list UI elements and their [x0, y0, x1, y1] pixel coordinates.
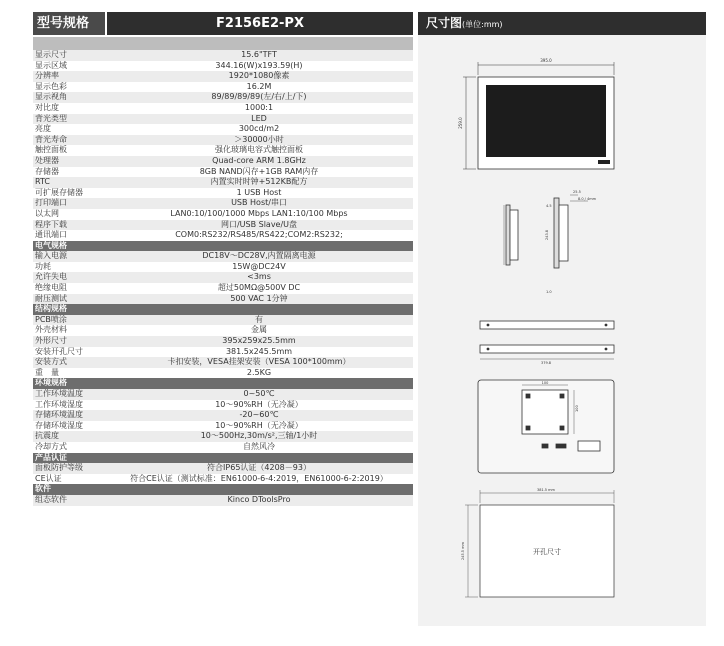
spec-value: DC18V～DC28V,内置隔离电源: [202, 251, 316, 261]
spec-value: 10～90%RH（无冷凝）: [215, 399, 303, 409]
spec-key: 工作环境温度: [35, 389, 83, 398]
dimension-panel: [418, 12, 706, 626]
spec-row: [33, 50, 413, 61]
spec-value: 金属: [251, 325, 267, 335]
spec-header-label: 型号规格: [33, 12, 105, 35]
spec-value: 1920*1080像素: [228, 71, 290, 81]
spec-key: 工作环境湿度: [35, 399, 83, 409]
spec-row: [33, 347, 413, 358]
cutout-label: 开孔尺寸: [533, 548, 561, 556]
spec-row: [33, 262, 413, 273]
section-structure: 结构规格: [33, 304, 413, 315]
dimension-drawing: [418, 35, 706, 626]
cutout-view: [465, 490, 614, 597]
spec-row: [33, 410, 413, 421]
spec-key: 存储器: [35, 166, 59, 176]
spec-key: 存储环境湿度: [35, 420, 83, 430]
spec-key: 重 量: [35, 367, 59, 377]
section-environment: 环境规格: [33, 378, 413, 389]
spec-key: 以太网: [35, 208, 59, 218]
spec-value: USB Host/串口: [231, 198, 287, 208]
top-width-label: 379.8: [540, 361, 552, 365]
spec-value: <3ms: [247, 272, 271, 282]
spec-key: 面板防护等级: [35, 463, 83, 473]
spec-key: 安装开孔尺寸: [35, 346, 83, 356]
back-view: [478, 380, 614, 473]
spec-value: LED: [251, 113, 267, 123]
spec-key: 分辨率: [35, 71, 59, 81]
spec-value: -20~60℃: [239, 410, 279, 420]
spec-row: [33, 230, 413, 241]
side-bottom-label: 1.0: [546, 290, 552, 294]
spec-row: [33, 124, 413, 135]
spec-key: 程序下载: [35, 219, 67, 229]
spec-key: 耐压测试: [35, 293, 67, 303]
bottom-view: [480, 345, 614, 359]
spec-key: 外形尺寸: [35, 336, 67, 346]
spec-value: 内置实时时钟+512KB配方: [210, 177, 308, 187]
spec-value: 符合IP65认证（4208－93）: [207, 463, 311, 473]
spec-value: 395x259x25.5mm: [222, 336, 296, 346]
spec-row: [33, 135, 413, 146]
spec-value: 符合CE认证（测试标准：EN61000-6-4:2019，EN61000-6-2:2019）: [130, 473, 388, 483]
dimension-title: 尺寸图: [426, 16, 463, 30]
spec-row: [33, 463, 413, 474]
spec-row: [33, 177, 413, 188]
spec-row: [33, 315, 413, 326]
spec-row: [33, 61, 413, 72]
spec-row: [33, 389, 413, 400]
dimension-unit: (单位:mm): [462, 20, 503, 29]
certification-spec-group: [33, 463, 413, 484]
spec-key: 通讯端口: [35, 230, 67, 240]
spec-value: LAN0:10/100/1000 Mbps LAN1:10/100 Mbps: [170, 208, 348, 218]
electrical-spec-group: [33, 251, 413, 304]
spec-key: 触控面板: [35, 145, 67, 155]
spec-row: [33, 325, 413, 336]
spec-row: [33, 336, 413, 347]
side-view-left: [504, 205, 518, 265]
spec-value: 自然风冷: [243, 441, 275, 451]
top-view: [480, 321, 614, 329]
section-electrical: 电气规格: [33, 241, 413, 252]
dimension-header: [418, 12, 706, 35]
spec-key: CE认证: [35, 473, 62, 483]
spec-value: Quad-core ARM 1.8GHz: [212, 155, 306, 165]
spec-value: 10～500Hz,30m/s²,三轴/1小时: [200, 431, 318, 441]
spec-key: PCB喷涂: [35, 314, 67, 324]
spec-row: [33, 167, 413, 178]
spec-key: 背光寿命: [35, 134, 67, 144]
spec-value: 15.6"TFT: [241, 50, 277, 59]
spec-row: [33, 220, 413, 231]
spec-key: 显示区域: [35, 60, 67, 70]
spec-key: 组态软件: [35, 494, 67, 504]
spec-row: [33, 294, 413, 305]
spec-row: [33, 442, 413, 453]
spec-value: 1 USB Host: [236, 187, 282, 197]
spec-key: 对比度: [35, 102, 59, 112]
spec-row: [33, 82, 413, 93]
spec-key: 背光类型: [35, 113, 67, 123]
spec-value: COM0:RS232/RS485/RS422;COM2:RS232;: [175, 230, 343, 240]
spec-value: 有: [255, 314, 263, 324]
spec-value: 300cd/m2: [238, 124, 280, 134]
side-view-right: [554, 195, 588, 268]
spec-key: 外壳材料: [35, 325, 67, 335]
spec-value: 超过50MΩ@500V DC: [217, 283, 301, 293]
front-height-label: 259.0: [458, 117, 463, 129]
spec-value: 强化玻璃电容式触控面板: [215, 145, 303, 155]
section-certification: 产品认证: [33, 453, 413, 464]
spec-key: 安装方式: [35, 357, 67, 367]
spec-row: [33, 209, 413, 220]
spec-row: [33, 368, 413, 379]
spec-key: 功耗: [35, 261, 51, 271]
spec-row: [33, 495, 413, 506]
software-spec-group: [33, 495, 413, 506]
spec-key: 打印端口: [35, 198, 67, 208]
vesa-width-label: 100: [541, 381, 549, 385]
model-name: F2156E2-PX: [107, 12, 413, 35]
spec-row: [33, 145, 413, 156]
display-spec-group: [33, 50, 413, 241]
spec-row: [33, 251, 413, 262]
spec-value: ＞30000小时: [234, 134, 284, 144]
side-depth-label: 25.5: [573, 190, 581, 194]
spec-key: 处理器: [35, 155, 59, 165]
side-height-label: 243.8: [545, 229, 549, 240]
spec-value: 381.5x245.5mm: [225, 346, 293, 356]
spec-key: 冷却方式: [35, 441, 67, 451]
vesa-height-label: 100: [575, 405, 579, 412]
spec-key: 可扩展存储器: [35, 187, 83, 197]
spec-value: 89/89/89/89(左/右/上/下): [211, 92, 307, 102]
spec-key: 输入电源: [35, 251, 67, 261]
spec-row: [33, 283, 413, 294]
cutout-height-label: 245.5 mm: [461, 542, 465, 560]
spec-row: [33, 114, 413, 125]
spec-row: [33, 474, 413, 485]
spec-value: 1000:1: [244, 102, 274, 112]
spec-row: [33, 92, 413, 103]
spec-row: [33, 357, 413, 368]
spec-table: [33, 12, 413, 506]
spec-value: 卡扣安装，VESA挂架安装（VESA 100*100mm）: [167, 357, 351, 367]
front-view: [463, 62, 614, 169]
environment-spec-group: [33, 389, 413, 453]
header-spacer: [33, 37, 413, 50]
spec-row: [33, 103, 413, 114]
spec-key: 抗震度: [35, 431, 59, 441]
spec-key: 显示尺寸: [35, 50, 67, 59]
spec-key: RTC: [35, 177, 50, 187]
spec-row: [33, 400, 413, 411]
spec-row: [33, 156, 413, 167]
spec-value: 16.2M: [246, 81, 272, 91]
spec-key: 显示视角: [35, 92, 67, 102]
spec-key: 亮度: [35, 124, 51, 134]
spec-value: 8GB NAND闪存+1GB RAM内存: [199, 166, 319, 176]
spec-key: 存储环境温度: [35, 410, 83, 420]
spec-value: 344.16(W)x193.59(H): [215, 60, 303, 70]
spec-row: [33, 421, 413, 432]
spec-value: 网口/USB Slave/U盘: [220, 219, 298, 229]
structure-spec-group: [33, 315, 413, 379]
spec-key: 显示色彩: [35, 81, 67, 91]
cutout-width-label: 381.5 mm: [537, 488, 555, 492]
spec-key: 允许失电: [35, 272, 67, 282]
side-left-dim-label: 4.5: [546, 204, 552, 208]
spec-value: 500 VAC 1分钟: [230, 293, 288, 303]
front-width-label: 395.0: [540, 58, 552, 63]
section-software: 软件: [33, 484, 413, 495]
spec-row: [33, 431, 413, 442]
spec-value: Kinco DToolsPro: [227, 494, 291, 504]
spec-header: [33, 12, 413, 35]
spec-value: 10～90%RH（无冷凝）: [215, 420, 303, 430]
side-bezel-label: 8.0 / 4mm: [578, 197, 597, 201]
spec-row: [33, 272, 413, 283]
spec-row: [33, 198, 413, 209]
spec-row: [33, 71, 413, 82]
spec-key: 绝缘电阻: [35, 283, 67, 293]
spec-value: 15W@DC24V: [232, 261, 286, 271]
spec-row: [33, 188, 413, 199]
spec-value: 2.5KG: [246, 367, 272, 377]
spec-value: 0~50℃: [243, 389, 275, 398]
